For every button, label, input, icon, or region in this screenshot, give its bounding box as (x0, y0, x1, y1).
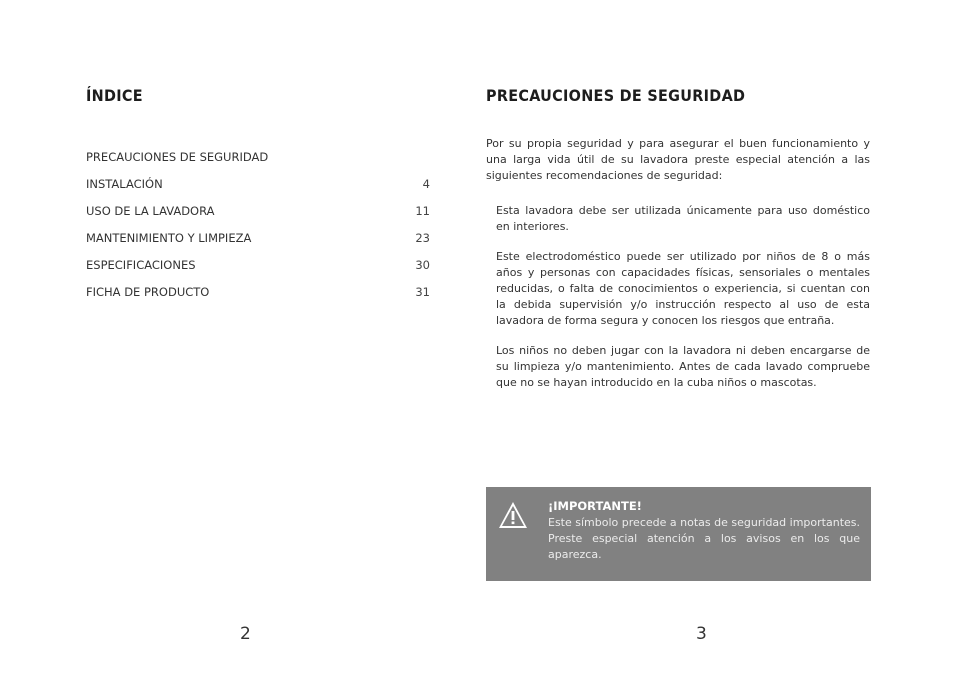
index-heading: ÍNDICE (86, 86, 143, 105)
toc-entry-title: ESPECIFICACIONES (86, 258, 196, 272)
toc-entry[interactable] (86, 202, 430, 229)
table-of-contents (86, 148, 430, 310)
safety-heading: PRECAUCIONES DE SEGURIDAD (486, 86, 746, 105)
toc-entry[interactable] (86, 175, 430, 202)
toc-entry[interactable] (86, 148, 430, 175)
toc-entry-page: 30 (415, 258, 430, 272)
toc-entry-page: 11 (415, 204, 430, 218)
toc-entry-title: USO DE LA LAVADORA (86, 204, 215, 218)
right-page (478, 0, 956, 692)
warning-triangle-icon (498, 501, 528, 529)
toc-entry-title: PRECAUCIONES DE SEGURIDAD (86, 150, 269, 164)
intro-block (486, 136, 870, 198)
toc-entry[interactable] (86, 256, 430, 283)
important-notice-box (486, 487, 871, 581)
toc-entry-page: 4 (422, 177, 430, 191)
toc-entry-title: INSTALACIÓN (86, 177, 163, 191)
page-number: 2 (240, 624, 251, 644)
safety-paragraph: Esta lavadora debe ser utilizada únicamente para uso doméstico en interiores. (496, 204, 870, 233)
safety-paragraph: Los niños no deben jugar con la lavadora ni deben encargarse de su limpieza y/o mantenimiento. Antes de cada lavado compruebe que no se hayan introducido en la cuba niños o mascotas. (496, 344, 870, 389)
toc-entry-title: MANTENIMIENTO Y LIMPIEZA (86, 231, 252, 245)
safety-paragraph: Este electrodoméstico puede ser utilizado por niños de 8 o más años y personas con capacidades físicas, sensoriales o mentales reducidas, o falta de conocimientos o experiencia, si cuentan con la debida supervisión y/o instrucción respecto al uso de esta lavadora de forma segura y conocen los riesgos que entraña. (496, 250, 870, 327)
toc-entry[interactable] (86, 283, 430, 310)
intro-paragraph: Por su propia seguridad y para asegurar el buen funcionamiento y una larga vida útil de su lavadora preste especial atención a las siguientes recomendaciones de seguridad: (486, 137, 870, 182)
toc-entry-page: 23 (415, 231, 430, 245)
warning-text: Este símbolo precede a notas de seguridad importantes. Preste especial atención a los avisos en los que aparezca. (548, 516, 860, 561)
warning-title: ¡IMPORTANTE! (548, 499, 642, 513)
page-number: 3 (696, 624, 707, 644)
toc-entry-title: FICHA DE PRODUCTO (86, 285, 210, 299)
toc-entry[interactable] (86, 229, 430, 256)
toc-entry-page: 31 (415, 285, 430, 299)
safety-paragraphs (496, 203, 870, 405)
toc-entry-page (412, 148, 430, 175)
